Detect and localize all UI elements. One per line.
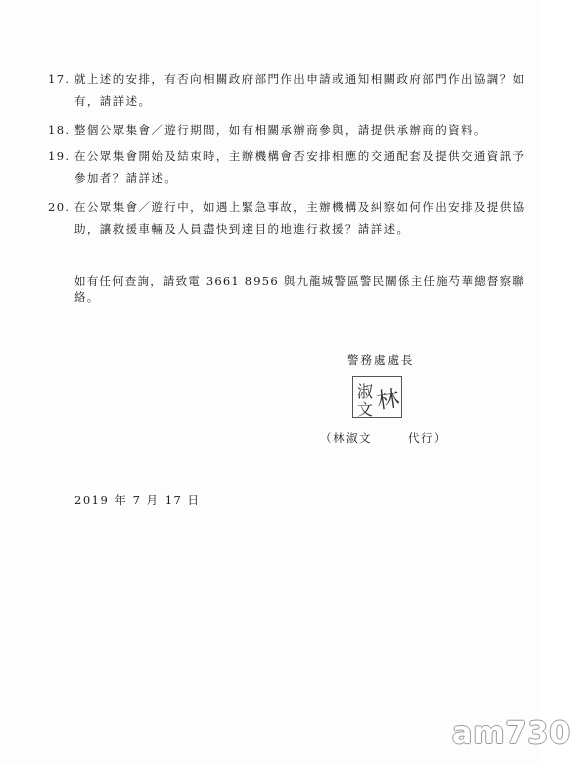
signatory-name [320, 430, 447, 446]
question-17 [48, 68, 526, 112]
letter-date: 2019 年 7 月 17 日 [74, 493, 201, 507]
question-text-continued: 助，讓救援車輛及人員盡快到達目的地進行救援？請詳述。 [74, 222, 410, 236]
signatory-name-open: （林淑文 [320, 431, 372, 445]
question-number: 20. [48, 200, 71, 214]
signature-seal [352, 376, 402, 418]
question-text-continued: 有，請詳述。 [74, 94, 152, 108]
question-text: 整個公眾集會／遊行期間，如有相關承辦商參與，請提供承辦商的資料。 [74, 123, 487, 137]
question-text: 在公眾集會／遊行中，如遇上緊急事故，主辦機構及糾察如何作出安排及提供協 [74, 200, 526, 214]
question-18 [48, 119, 487, 141]
seal-character: 淑 [357, 382, 374, 401]
seal-character: 文 [357, 400, 374, 419]
question-number: 19. [48, 149, 71, 163]
question-20 [48, 196, 526, 240]
seal-signature-stroke: 林 [375, 386, 401, 415]
watermark-logo: am730 [452, 716, 571, 751]
signatory-title: 警務處處長 [347, 353, 415, 367]
signatory-name-close: 代行） [408, 431, 447, 445]
question-19 [48, 145, 526, 189]
question-number: 17. [48, 72, 71, 86]
question-text: 在公眾集會開始及結束時，主辦機構會否安排相應的交通配套及提供交通資訊予 [74, 149, 526, 163]
enquiry-note: 如有任何查詢，請致電 3661 8956 與九龍城警區警民關係主任施芍華總督察聯絡。 [74, 274, 525, 304]
question-number: 18. [48, 123, 71, 137]
question-text-continued: 參加者？請詳述。 [74, 171, 178, 185]
question-text: 就上述的安排，有否向相關政府部門作出申請或通知相關政府部門作出協調？如 [74, 72, 526, 86]
